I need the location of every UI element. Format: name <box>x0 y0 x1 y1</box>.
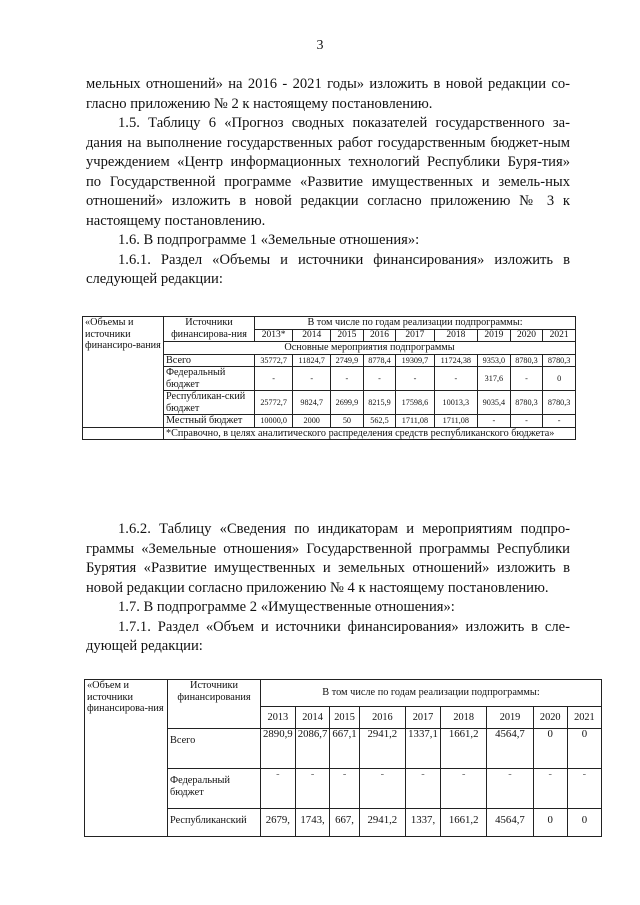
paragraph: 1.6.1. Раздел «Объемы и источники финансирования» изложить в следующей редакции: <box>86 251 570 287</box>
cell: 10013,3 <box>434 391 478 415</box>
cell: 667, <box>330 809 359 837</box>
paragraph: мельных отношений» на 2016 - 2021 годы» изложить в новой редакции со-гласно приложению № 2 к настоящему постановлению. <box>86 76 570 112</box>
cell: - <box>567 769 601 809</box>
cell: 8780,3 <box>543 354 576 367</box>
year: 2014 <box>295 707 330 729</box>
cell: - <box>533 769 567 809</box>
year: 2021 <box>567 707 601 729</box>
cell: 0 <box>567 729 601 769</box>
cell: - <box>406 769 441 809</box>
financing-table-subprogram-2 <box>84 679 602 837</box>
cell: 0 <box>533 809 567 837</box>
cell: 4564,7 <box>487 729 533 769</box>
cell: - <box>330 769 359 809</box>
cell: 2941,2 <box>359 809 405 837</box>
cell: 4564,7 <box>487 809 533 837</box>
cell: 317,6 <box>478 367 511 391</box>
cell: 1743, <box>295 809 330 837</box>
cell: 11824,7 <box>293 354 331 367</box>
row-label: Республиканский <box>168 809 261 837</box>
table1-label: «Объемы и источники финансиро-вания <box>83 317 164 428</box>
cell: 0 <box>567 809 601 837</box>
financing-table-subprogram-1 <box>82 316 576 440</box>
cell: - <box>510 415 543 428</box>
cell: 19309,7 <box>396 354 434 367</box>
row-label: Всего <box>164 354 255 367</box>
cell: 50 <box>331 415 364 428</box>
cell: - <box>396 367 434 391</box>
cell: 9353,0 <box>478 354 511 367</box>
cell: 0 <box>543 367 576 391</box>
year: 2018 <box>434 329 478 342</box>
cell: 2749,9 <box>331 354 364 367</box>
cell: 562,5 <box>363 415 396 428</box>
cell: 35772,7 <box>255 354 293 367</box>
year: 2020 <box>533 707 567 729</box>
cell: 2000 <box>293 415 331 428</box>
cell: 1337, <box>406 809 441 837</box>
cell: 1711,08 <box>434 415 478 428</box>
cell: - <box>359 769 405 809</box>
year: 2013 <box>261 707 296 729</box>
year: 2018 <box>441 707 487 729</box>
table2-years-header: В том числе по годам реализации подпрограммы: <box>261 680 602 707</box>
text-block-2 <box>86 520 570 657</box>
cell: 2890,9 <box>261 729 296 769</box>
year: 2016 <box>359 707 405 729</box>
cell: 667,1 <box>330 729 359 769</box>
year: 2021 <box>543 329 576 342</box>
cell: - <box>510 367 543 391</box>
row-label: Местный бюджет <box>164 415 255 428</box>
cell: 2699,9 <box>331 391 364 415</box>
row-label: Республикан-ский бюджет <box>164 391 255 415</box>
cell: - <box>363 367 396 391</box>
row-label: Всего <box>168 729 261 769</box>
paragraph: 1.6. В подпрограмме 1 «Земельные отношения»: <box>118 232 420 248</box>
cell: - <box>295 769 330 809</box>
year: 2016 <box>363 329 396 342</box>
cell: 9035,4 <box>478 391 511 415</box>
cell: 11724,38 <box>434 354 478 367</box>
cell: 1337,1 <box>406 729 441 769</box>
cell: - <box>543 415 576 428</box>
paragraph: 1.6.2. Таблицу «Сведения по индикаторам и мероприятиям подпро-граммы «Земельные отношения» Государственной программы Республики Бурятия «Развитие имущественных и земельных отношений» изложить в новой редакции согласно приложению № 4 к настоящему постановлению. <box>86 521 570 596</box>
page-number: 3 <box>316 38 324 53</box>
table2-sources-header: Источники финансирования <box>168 680 261 729</box>
table1-years-header: В том числе по годам реализации подпрограммы: <box>255 317 576 330</box>
cell: - <box>255 367 293 391</box>
cell: - <box>261 769 296 809</box>
year: 2015 <box>331 329 364 342</box>
text-block-1 <box>86 75 570 290</box>
year: 2019 <box>478 329 511 342</box>
cell: 8780,3 <box>543 391 576 415</box>
cell: - <box>441 769 487 809</box>
cell: - <box>434 367 478 391</box>
year: 2015 <box>330 707 359 729</box>
cell: - <box>331 367 364 391</box>
table1-sources-header: Источники финансирова-ния <box>164 317 255 342</box>
cell: 1661,2 <box>441 809 487 837</box>
paragraph: 1.7.1. Раздел «Объем и источники финансирования» изложить в сле-дующей редакции: <box>86 618 570 654</box>
year: 2019 <box>487 707 533 729</box>
year: 2014 <box>293 329 331 342</box>
cell: 9824,7 <box>293 391 331 415</box>
table1-footnote: *Справочно, в целях аналитического распределения средств республиканского бюджета» <box>164 427 576 440</box>
cell: 8780,3 <box>510 391 543 415</box>
year: 2020 <box>510 329 543 342</box>
cell: 17598,6 <box>396 391 434 415</box>
cell: - <box>487 769 533 809</box>
cell: 2679, <box>261 809 296 837</box>
cell: 2941,2 <box>359 729 405 769</box>
row-label: Федеральный бюджет <box>164 367 255 391</box>
year: 2013* <box>255 329 293 342</box>
cell: 2086,7 <box>295 729 330 769</box>
cell: 10000,0 <box>255 415 293 428</box>
cell: 0 <box>533 729 567 769</box>
year: 2017 <box>396 329 434 342</box>
cell: - <box>293 367 331 391</box>
cell: 25772,7 <box>255 391 293 415</box>
cell: 8780,3 <box>510 354 543 367</box>
cell: 8778,4 <box>363 354 396 367</box>
cell: 1661,2 <box>441 729 487 769</box>
paragraph: 1.5. Таблицу 6 «Прогноз сводных показателей государственного за-дания на выполнение государственных работ государственным бюджет-ным учреждением «Центр информационных технологий Республики Буря-тия» по Государственной программе «Развитие имущественных и земель-ных отношений» изложить в новой редакции согласно приложению № 3 к настоящему постановлению. <box>86 115 570 229</box>
year: 2017 <box>406 707 441 729</box>
table1-section-header: Основные мероприятия подпрограммы <box>164 342 576 355</box>
cell: 8215,9 <box>363 391 396 415</box>
cell: - <box>478 415 511 428</box>
paragraph: 1.7. В подпрограмме 2 «Имущественные отношения»: <box>118 599 455 615</box>
row-label: Федеральный бюджет <box>168 769 261 809</box>
table2-label: «Объем и источники финансирова-ния <box>85 680 168 837</box>
cell: 1711,08 <box>396 415 434 428</box>
